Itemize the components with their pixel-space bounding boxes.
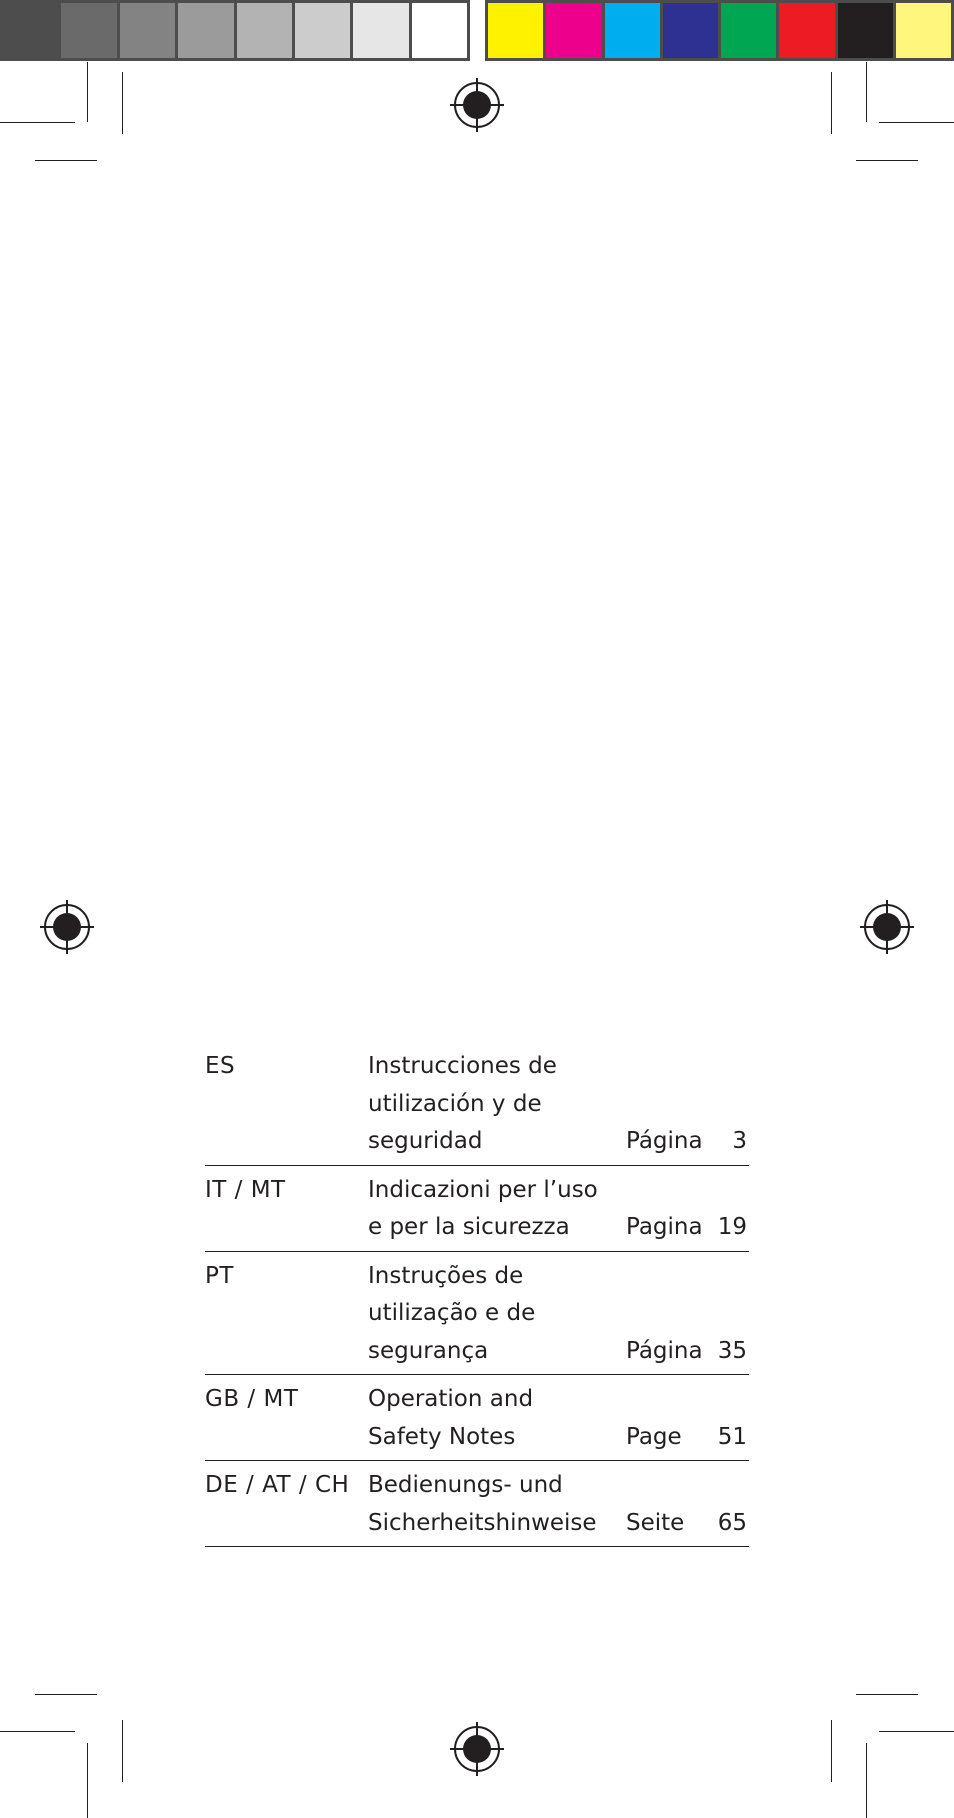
toc-title-line: Safety Notes: [368, 1423, 516, 1450]
crop-mark: [856, 160, 918, 161]
toc-title-line: e per la sicurezza: [368, 1214, 570, 1240]
toc-section-title: [368, 1467, 608, 1542]
toc-page-number: 19: [717, 1214, 747, 1240]
crop-mark: [879, 122, 954, 123]
gray-swatch: [178, 3, 236, 58]
process-swatch: [779, 3, 837, 58]
toc-page-label: Página: [626, 1337, 703, 1364]
crop-mark: [0, 122, 75, 123]
registration-mark-icon: [40, 900, 94, 954]
toc-title-line: Instruções de: [368, 1262, 524, 1289]
toc-entry: [205, 1461, 749, 1547]
crop-mark: [856, 1694, 918, 1695]
process-swatch: [896, 3, 951, 58]
gray-swatch: [3, 3, 61, 58]
crop-mark: [122, 72, 123, 134]
toc-section-title: [368, 1048, 608, 1161]
crop-mark: [87, 1743, 88, 1818]
toc-section-title: [368, 1258, 608, 1371]
toc-page-number: 51: [717, 1423, 747, 1450]
toc-entry: [205, 1166, 749, 1252]
crop-mark: [866, 1743, 867, 1818]
toc-entry: [205, 1375, 749, 1461]
toc-title-line: utilização e de: [368, 1300, 536, 1326]
registration-mark-icon: [450, 1722, 504, 1776]
crop-mark: [35, 1694, 97, 1695]
toc-page-label: Página: [626, 1128, 703, 1154]
gray-swatch: [412, 3, 467, 58]
crop-mark: [831, 1720, 832, 1782]
registration-mark-icon: [450, 78, 504, 132]
toc-language-code: PT: [205, 1262, 234, 1289]
toc-title-line: utilización y de: [368, 1090, 542, 1117]
toc-entry: [205, 1252, 749, 1376]
process-swatch: [838, 3, 896, 58]
process-swatch: [605, 3, 663, 58]
toc-title-line: Instrucciones de: [368, 1053, 557, 1079]
crop-mark: [0, 1731, 75, 1732]
crop-mark: [866, 62, 867, 122]
toc-title-line: Indicazioni per l’uso: [368, 1176, 598, 1203]
crop-mark: [879, 1731, 954, 1732]
crop-mark: [35, 160, 97, 161]
process-swatch: [721, 3, 779, 58]
gray-swatch: [237, 3, 295, 58]
toc-language-code: ES: [205, 1053, 236, 1079]
crop-mark: [122, 1720, 123, 1782]
toc-title-line: Operation and: [368, 1386, 534, 1412]
toc-title-line: segurança: [368, 1337, 489, 1364]
toc-section-title: [368, 1172, 608, 1247]
registration-mark-icon: [860, 900, 914, 954]
crop-mark: [87, 62, 88, 122]
toc-title-line: Bedienungs- und: [368, 1472, 563, 1498]
toc-section-title: [368, 1381, 608, 1456]
toc-page-label: Seite: [626, 1509, 685, 1536]
toc-page-number: 35: [717, 1337, 747, 1364]
toc-page-label: Pagina: [626, 1214, 703, 1240]
process-swatch: [663, 3, 721, 58]
gray-swatch: [61, 3, 119, 58]
toc-entry: [205, 1048, 749, 1166]
toc-page-number: 3: [732, 1128, 747, 1154]
process-swatch: [488, 3, 546, 58]
process-swatch: [546, 3, 604, 58]
toc-page-label: Page: [626, 1423, 682, 1450]
table-of-contents: [205, 1048, 749, 1547]
process-color-bar: [485, 0, 954, 61]
crop-mark: [831, 72, 832, 134]
grayscale-color-bar: [0, 0, 470, 61]
toc-title-line: Sicherheitshinweise: [368, 1509, 597, 1536]
gray-swatch: [295, 3, 353, 58]
toc-language-code: IT / MT: [205, 1176, 286, 1203]
toc-language-code: GB / MT: [205, 1386, 299, 1412]
toc-title-line: seguridad: [368, 1128, 483, 1154]
toc-language-code: DE / AT / CH: [205, 1472, 350, 1498]
toc-page-number: 65: [717, 1509, 747, 1536]
gray-swatch: [120, 3, 178, 58]
gray-swatch: [353, 3, 411, 58]
